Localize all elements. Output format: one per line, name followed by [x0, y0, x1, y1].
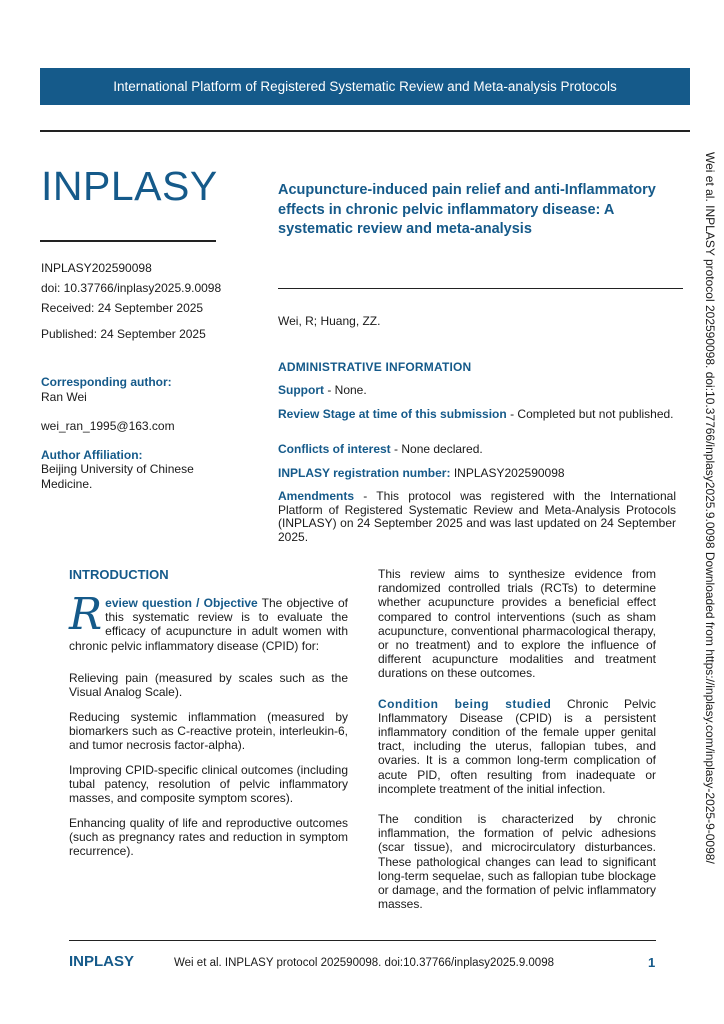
title-divider: [278, 288, 683, 289]
support-value: - None.: [324, 383, 367, 397]
footer-citation: Wei et al. INPLASY protocol 202590098. doi:10.37766/inplasy2025.9.0098: [174, 957, 554, 969]
footer-divider: [69, 940, 656, 941]
support-line: [278, 384, 676, 398]
protocol-id: INPLASY202590098: [41, 261, 152, 275]
amendments-line: [278, 490, 676, 544]
journal-banner: International Platform of Registered Systematic Review and Meta-analysis Protocols: [40, 68, 690, 105]
conflicts-value: - None declared.: [390, 442, 483, 456]
objective-clinical: Improving CPID-specific clinical outcomes (including tubal patency, resolution of pelvic inflammatory masses, and composite symptom scores).: [69, 762, 348, 806]
condition-text: Chronic Pelvic Inflammatory Disease (CPID) is a persistent inflammatory condition of the female upper genital tract, including the uterus, fallopian tubes, and ovaries. It is a common long-term complication of acute PID, often resulting from inadequate or incomplete treatment of the initial infection.: [378, 696, 656, 796]
received-date: Received: 24 September 2025: [41, 301, 204, 315]
support-label: Support: [278, 383, 324, 397]
registration-value: INPLASY202590098: [450, 466, 565, 480]
top-divider: [40, 130, 690, 132]
corresponding-author-name: Ran Wei: [41, 390, 87, 404]
review-stage-value: - Completed but not published.: [506, 407, 674, 421]
brand-divider: [40, 240, 216, 242]
amendments-value: - This protocol was registered with the International Platform of Registered Systematic Review and Meta-Analysis Protocols (INPLASY) on 24 September 2025 and was last updated on 24 September 2025.: [278, 489, 676, 544]
registration-line: [278, 467, 676, 481]
amendments-label: Amendments: [278, 489, 355, 503]
objective-pain: Relieving pain (measured by scales such as the Visual Analog Scale).: [69, 670, 348, 700]
condition-characteristics: The condition is characterized by chronic inflammation, the formation of pelvic adhesions (scar tissue), and microcirculatory disturbances. These pathological changes can lead to significant long-term sequelae, such as fallopian tube blockage or damage, and the formation of pelvic inflammatory masses.: [378, 812, 656, 912]
affiliation-text: Beijing University of Chinese Medicine.: [41, 462, 194, 491]
introduction-heading: INTRODUCTION: [69, 567, 169, 582]
drop-cap: R: [69, 589, 103, 640]
conflicts-label: Conflicts of interest: [278, 442, 391, 456]
corresponding-author-email[interactable]: wei_ran_1995@163.com: [41, 419, 175, 433]
doi-link[interactable]: doi: 10.37766/inplasy2025.9.0098: [41, 281, 222, 295]
review-stage-line: [278, 408, 676, 422]
left-column: [69, 589, 348, 869]
condition-label: Condition being studied: [378, 696, 552, 711]
right-column: [378, 567, 656, 922]
side-citation-strip: [701, 152, 719, 922]
condition-paragraph: [378, 697, 656, 796]
registration-label: INPLASY registration number:: [278, 466, 451, 480]
admin-info-heading: ADMINISTRATIVE INFORMATION: [278, 360, 472, 374]
side-citation-text[interactable]: Wei et al. INPLASY protocol 202590098. doi:10.37766/inplasy2025.9.0098 Downloaded from https://inplasy.com/inplasy-2025-9-0098/: [703, 152, 717, 864]
corresponding-author-heading: Corresponding author:: [41, 375, 172, 389]
review-aim-paragraph: This review aims to synthesize evidence from randomized controlled trials (RCTs) to determine whether acupuncture provides a beneficial effect compared to control interventions (such as sham acupuncture, conventional pharmacological therapy, or no treatment) and to explore the influence of different acupuncture modalities and treatment durations on these outcomes.: [378, 567, 656, 681]
published-date: Published: 24 September 2025: [41, 327, 206, 341]
review-question-label: eview question / Objective: [105, 596, 258, 610]
brand-logo-text: INPLASY: [41, 163, 218, 209]
review-question-paragraph: [69, 589, 348, 653]
review-question-text: The objective of this systematic review is to evaluate the efficacy of acupuncture in adult women with chronic pelvic inflammatory disease (CPID) for:: [69, 596, 348, 653]
affiliation-heading: Author Affiliation:: [41, 448, 143, 462]
review-stage-label: Review Stage at time of this submission: [278, 407, 507, 421]
objective-quality: Enhancing quality of life and reproductive outcomes (such as pregnancy rates and reduction in symptom recurrence).: [69, 815, 348, 859]
footer-brand: INPLASY: [69, 953, 135, 970]
article-title: Acupuncture-induced pain relief and anti-Inflammatory effects in chronic pelvic inflammatory disease: A systematic review and meta-analysis: [278, 182, 656, 237]
conflicts-line: [278, 443, 676, 457]
authors: Wei, R; Huang, ZZ.: [278, 314, 381, 328]
objective-inflammation: Reducing systemic inflammation (measured by biomarkers such as C-reactive protein, interleukin-6, and tumor necrosis factor-alpha).: [69, 709, 348, 753]
page-number: 1: [648, 955, 656, 970]
